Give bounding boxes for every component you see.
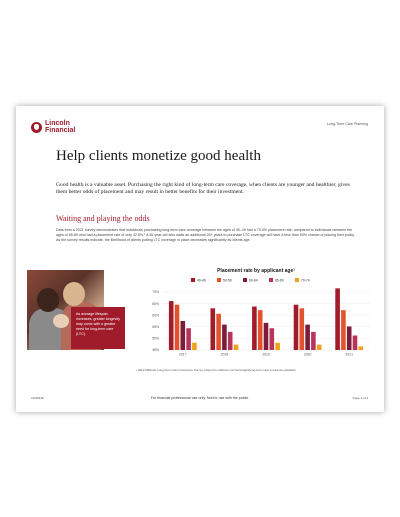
bar	[222, 325, 227, 350]
x-tick-label: 2017	[179, 352, 187, 357]
bar	[359, 346, 364, 350]
legend-label: 50-59	[223, 278, 232, 283]
disclaimer: For financial professional use only. Not for use with the public.	[150, 396, 250, 400]
legend-swatch	[191, 278, 195, 282]
bar	[305, 325, 310, 350]
y-tick-label: 50%	[152, 336, 159, 341]
legend-swatch	[217, 278, 221, 282]
chart-svg	[138, 268, 374, 362]
bar	[216, 314, 221, 350]
bar	[347, 326, 352, 350]
legend-swatch	[295, 278, 299, 282]
footnote: ¹ 2022 Milliman Long-Term Care Insurance Survey, https://us.milliman.com/en/insight/long-term-care-insurance-valuation	[136, 368, 297, 372]
photo-baby	[53, 314, 69, 328]
bar	[300, 308, 305, 350]
document-code: LFM6238	[31, 396, 44, 400]
legend-swatch	[269, 278, 273, 282]
bar	[175, 305, 180, 350]
page-title: Help clients monetize good health	[56, 148, 261, 164]
bar	[211, 308, 216, 350]
bar	[317, 345, 322, 350]
brand-line2: Financial	[45, 127, 76, 134]
bar	[228, 332, 233, 350]
bar	[192, 343, 197, 350]
body-paragraph: Data from a 2021 survey demonstrates that individuals purchasing long-term care coverage between the ages of 40–49 had a 79.4% placement rate, compared to individuals between the ages of 65-69 who had a placement rate of only 42.5%.¹ A 40-year-old who waits an additional 25+ years to purchase LTC coverage will have a less than 50% chance of placing their policy. As the survey results indicate, the likelihood of clients putting LTC coverage in place decreases significantly as clients age.	[56, 228, 355, 242]
bar	[341, 310, 346, 350]
legend-label: 65-69	[275, 278, 284, 283]
bar	[252, 307, 257, 351]
document-page	[16, 106, 384, 412]
photo-face	[37, 288, 59, 312]
bar	[335, 288, 340, 350]
section-heading: Waiting and playing the odds	[56, 214, 150, 223]
lincoln-logo	[31, 120, 75, 134]
y-tick-label: 55%	[152, 325, 159, 329]
bar	[234, 345, 239, 350]
photo-face	[63, 282, 85, 306]
y-tick-label: 70%	[152, 290, 159, 295]
callout-box: As average lifespan increases, greater longevity may come with a greater need for long-term care (LTC).	[71, 307, 125, 349]
placement-chart	[138, 268, 374, 362]
section-label: Long-Term Care Planning	[327, 122, 368, 126]
bar	[258, 310, 263, 350]
intro-paragraph: Good health is a valuable asset. Purchasing the right kind of long-term care coverage, when clients are younger and healthier, gives them better odds of placement and may result in better benefits for their investment.	[56, 182, 350, 195]
legend-swatch	[243, 278, 247, 282]
legend-label: 40-49	[197, 278, 206, 283]
legend-label: 60-64	[249, 278, 258, 283]
x-tick-label: 2018	[220, 352, 229, 357]
legend-label: 70-74	[301, 278, 310, 283]
bar	[294, 305, 299, 350]
y-tick-label: 65%	[152, 301, 159, 306]
page-number: Page 1 of 3	[352, 396, 368, 400]
bar	[264, 323, 269, 350]
bar	[186, 328, 191, 350]
bar	[311, 332, 316, 350]
x-tick-label: 2019	[262, 352, 270, 357]
bar	[270, 328, 275, 350]
x-tick-label: 2021	[345, 352, 353, 357]
lincoln-profile-icon	[31, 122, 42, 133]
chart-title: Placement rate by applicant age¹	[217, 268, 295, 274]
bar	[353, 336, 358, 351]
brand-line1: Lincoln	[45, 120, 70, 127]
y-tick-label: 45%	[152, 348, 159, 353]
bar	[275, 343, 280, 350]
bar	[169, 301, 174, 350]
y-tick-label: 60%	[152, 313, 159, 318]
x-tick-label: 2020	[303, 352, 312, 357]
bar	[181, 321, 186, 350]
